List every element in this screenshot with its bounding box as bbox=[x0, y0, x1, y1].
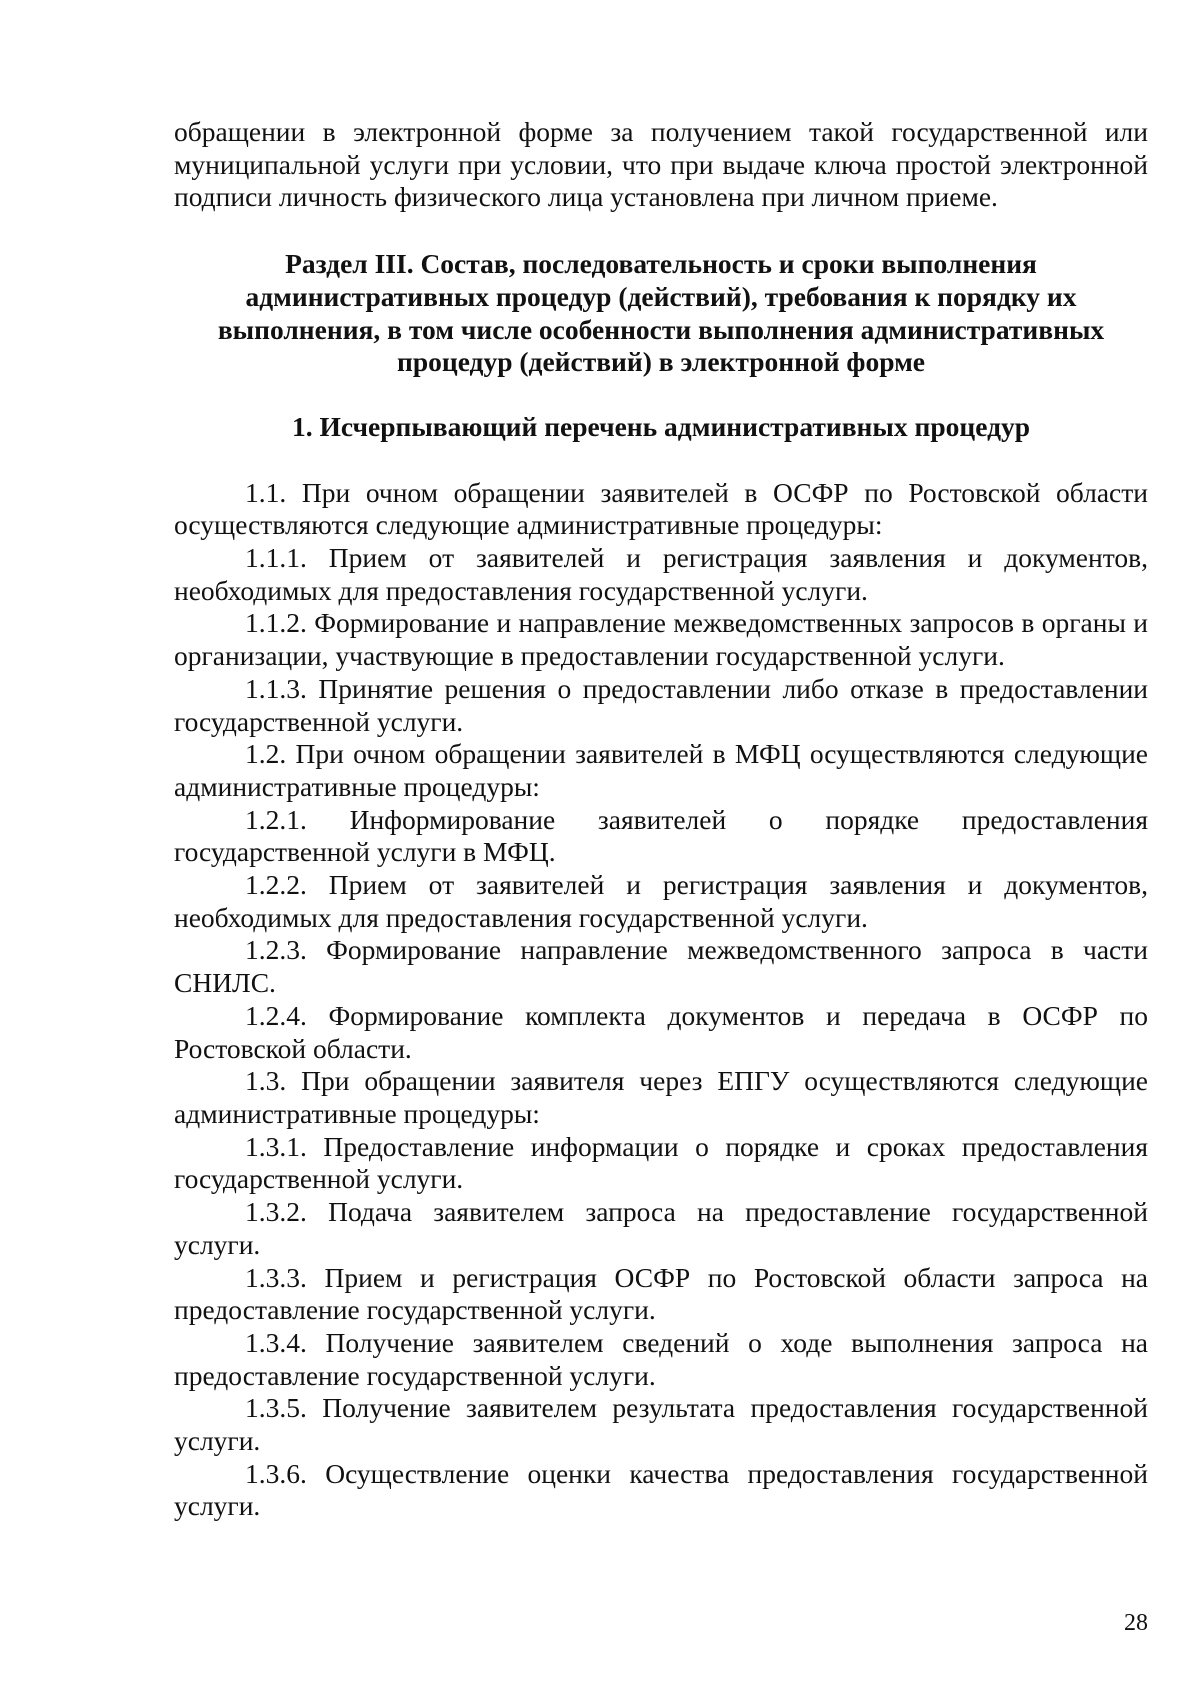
paragraph-1-1-2: 1.1.2. Формирование и направление межведомственных запросов в органы и организации, участвующие в предоставлении государственной услуги. bbox=[174, 607, 1148, 672]
paragraph-1-1-3: 1.1.3. Принятие решения о предоставлении либо отказе в предоставлении государственной услуги. bbox=[174, 672, 1148, 737]
paragraph-1-2-2: 1.2.2. Прием от заявителей и регистрация заявления и документов, необходимых для предоставления государственной услуги. bbox=[174, 869, 1148, 933]
paragraph-1-3: 1.3. При обращении заявителя через ЕПГУ осуществляются следующие административные процедуры: bbox=[174, 1065, 1148, 1129]
document-body bbox=[174, 116, 1148, 1523]
paragraph-1-1-1: 1.1.1. Прием от заявителей и регистрация заявления и документов, необходимых для предоставления государственной услуги. bbox=[174, 542, 1148, 606]
paragraph-1-3-5: 1.3.5. Получение заявителем результата предоставления государственной услуги. bbox=[174, 1392, 1148, 1457]
paragraph-1-2-1: 1.2.1. Информирование заявителей о порядке предоставления государственной услуги в МФЦ. bbox=[174, 803, 1148, 868]
paragraph-1-2: 1.2. При очном обращении заявителей в МФЦ осуществляются следующие административные процедуры: bbox=[174, 738, 1148, 802]
paragraph-1-3-4: 1.3.4. Получение заявителем сведений о ходе выполнения запроса на предоставление государственной услуги. bbox=[174, 1326, 1148, 1391]
paragraph-1-2-3: 1.2.3. Формирование направление межведомственного запроса в части СНИЛС. bbox=[174, 934, 1148, 999]
paragraph-1-3-6: 1.3.6. Осуществление оценки качества предоставления государственной услуги. bbox=[174, 1457, 1148, 1522]
page-number: 28 bbox=[1124, 1610, 1148, 1636]
paragraph-1-2-4: 1.2.4. Формирование комплекта документов и передача в ОСФР по Ростовской области. bbox=[174, 999, 1148, 1064]
paragraph-1-3-2: 1.3.2. Подача заявителем запроса на предоставление государственной услуги. bbox=[174, 1196, 1148, 1260]
paragraph-1-3-1: 1.3.1. Предоставление информации о порядке и сроках предоставления государственной услуги. bbox=[174, 1130, 1148, 1195]
paragraph-1-3-3: 1.3.3. Прием и регистрация ОСФР по Ростовской области запроса на предоставление государственной услуги. bbox=[174, 1261, 1148, 1326]
section-heading: Раздел III. Состав, последовательность и сроки выполнения административных процедур (действий), требования к порядку их выполнения, в том числе особенности выполнения административных процедур (действий) в электронной форме bbox=[217, 248, 1105, 378]
continuation-paragraph: обращении в электронной форме за получением такой государственной или муниципальной услуги при условии, что при выдаче ключа простой электронной подписи личность физического лица установлена при личном приеме. bbox=[174, 116, 1148, 213]
paragraph-1-1: 1.1. При очном обращении заявителей в ОСФР по Ростовской области осуществляются следующие административные процедуры: bbox=[174, 476, 1148, 541]
subsection-heading: 1. Исчерпывающий перечень административных процедур bbox=[291, 410, 1031, 442]
